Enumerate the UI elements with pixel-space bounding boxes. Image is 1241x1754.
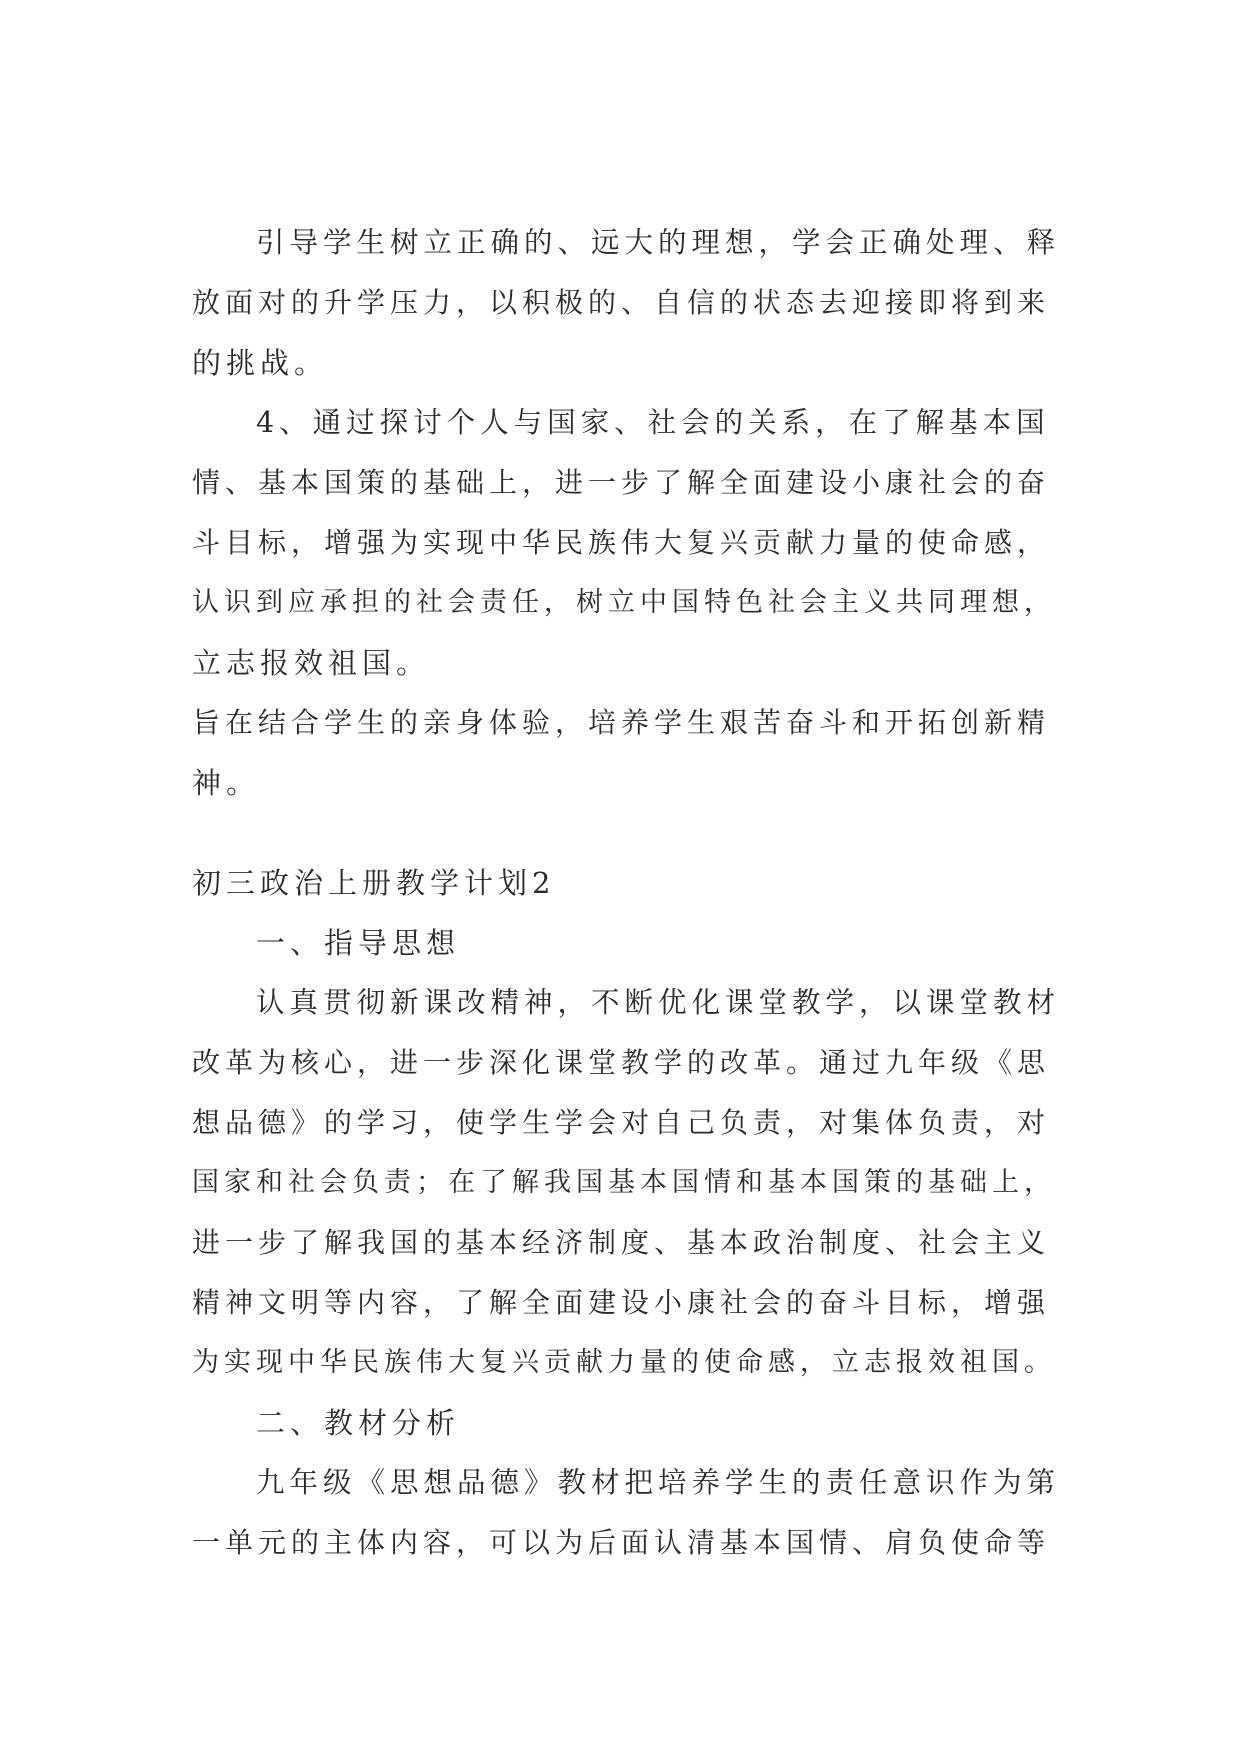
section-title: 初三政治上册教学计划2 <box>192 866 556 900</box>
paragraph-line: 放面对的升学压力，以积极的、自信的状态去迎接即将到来 <box>192 286 1051 319</box>
paragraph-line: 认识到应承担的社会责任，树立中国特色社会主义共同理想， <box>192 587 1056 618</box>
paragraph-line: 一单元的主体内容，可以为后面认清基本国情、肩负使命等 <box>192 1526 1051 1559</box>
paragraph-line: 4、通过探讨个人与国家、社会的关系，在了解基本国 <box>256 406 1050 439</box>
paragraph-line: 认真贯彻新课改精神，不断优化课堂教学，以课堂教材 <box>256 986 1061 1019</box>
paragraph-line: 神。 <box>192 766 261 800</box>
paragraph-line: 进一步了解我国的基本经济制度、基本政治制度、社会主义 <box>192 1226 1051 1259</box>
paragraph-line: 想品德》的学习，使学生学会对自己负责，对集体负责，对 <box>192 1106 1051 1139</box>
paragraph-line: 的挑战。 <box>192 346 329 380</box>
section-heading: 一、指导思想 <box>256 926 461 960</box>
paragraph-line: 国家和社会负责；在了解我国基本国情和基本国策的基础上， <box>192 1167 1056 1198</box>
section-heading: 二、教材分析 <box>256 1406 461 1440</box>
paragraph-line: 引导学生树立正确的、远大的理想，学会正确处理、释 <box>256 226 1061 259</box>
paragraph-line: 改革为核心，进一步深化课堂教学的改革。通过九年级《思 <box>192 1046 1051 1079</box>
paragraph-line: 精神文明等内容，了解全面建设小康社会的奋斗目标，增强 <box>192 1286 1051 1319</box>
paragraph-line: 旨在结合学生的亲身体验，培养学生艰苦奋斗和开拓创新精 <box>192 706 1051 739</box>
paragraph-line: 情、基本国策的基础上，进一步了解全面建设小康社会的奋 <box>192 466 1051 499</box>
paragraph-line: 斗目标，增强为实现中华民族伟大复兴贡献力量的使命感， <box>192 526 1051 559</box>
paragraph-line: 九年级《思想品德》教材把培养学生的责任意识作为第 <box>256 1466 1061 1499</box>
paragraph-line: 为实现中华民族伟大复兴贡献力量的使命感，立志报效祖国。 <box>192 1347 1056 1378</box>
paragraph-line: 立志报效祖国。 <box>192 646 431 680</box>
